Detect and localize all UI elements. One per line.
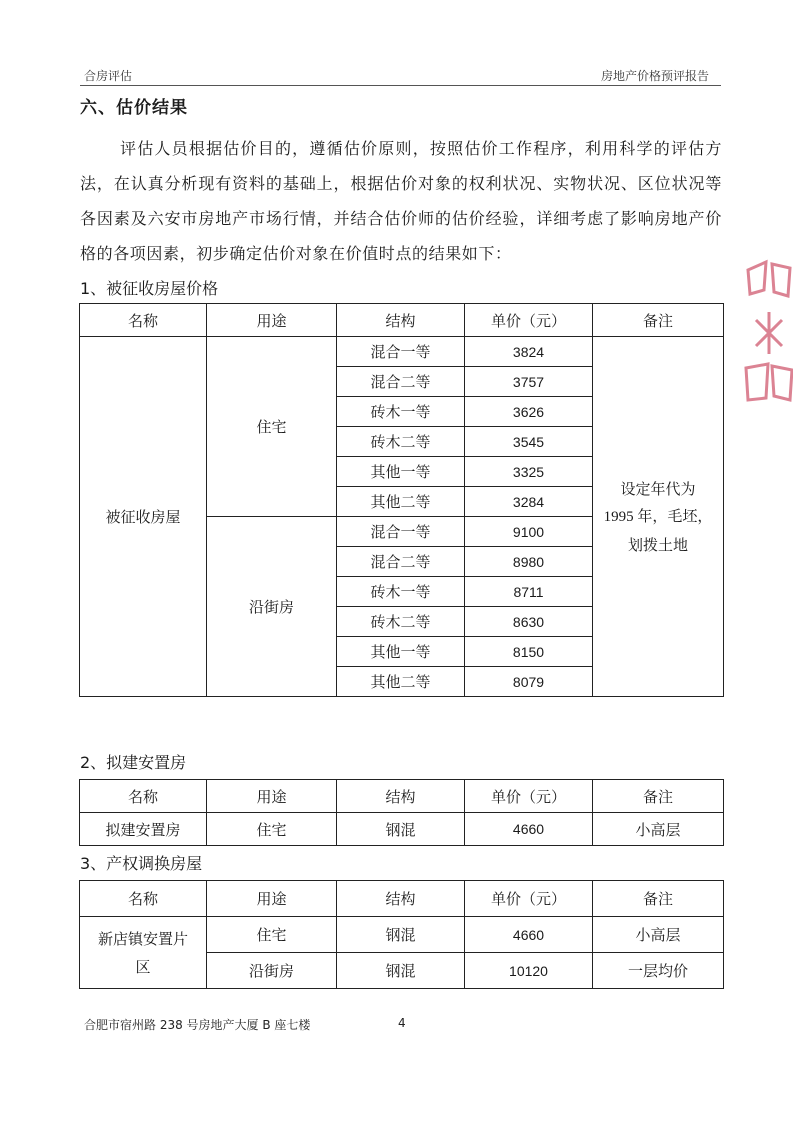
price-cell: 4660 xyxy=(465,917,593,953)
header-use: 用途 xyxy=(207,881,337,917)
use-cell: 沿街房 xyxy=(207,517,337,697)
price-cell: 4660 xyxy=(465,813,593,846)
subheading-1: 1、被征收房屋价格 xyxy=(80,279,219,298)
price-cell: 8630 xyxy=(465,607,593,637)
expropriated-house-price-table xyxy=(79,303,724,697)
page-number: 4 xyxy=(398,1016,406,1030)
table-header-row xyxy=(80,881,724,917)
price-cell: 3626 xyxy=(465,397,593,427)
table-row xyxy=(80,813,724,846)
table-header-row xyxy=(80,304,724,337)
price-cell: 3545 xyxy=(465,427,593,457)
header-remark: 备注 xyxy=(593,881,724,917)
structure-cell: 其他二等 xyxy=(337,667,465,697)
name-cell: 被征收房屋 xyxy=(80,337,207,697)
stamp-mark xyxy=(746,364,768,400)
stamp-mark xyxy=(748,262,766,294)
header-use: 用途 xyxy=(207,780,337,813)
header-unit-price: 单价（元） xyxy=(465,780,593,813)
remark-line: 划拨土地 xyxy=(627,535,688,554)
remark-cell: 一层均价 xyxy=(593,953,724,989)
header-structure: 结构 xyxy=(337,881,465,917)
structure-cell: 钢混 xyxy=(337,813,465,846)
remark-cell: 小高层 xyxy=(593,917,724,953)
price-cell: 8980 xyxy=(465,547,593,577)
seal-stamp-icon xyxy=(738,250,793,410)
header-divider xyxy=(80,85,721,86)
name-cell xyxy=(80,917,207,989)
structure-cell: 砖木一等 xyxy=(337,577,465,607)
structure-cell: 砖木一等 xyxy=(337,397,465,427)
structure-cell: 混合一等 xyxy=(337,337,465,367)
table-header-row xyxy=(80,780,724,813)
price-cell: 3284 xyxy=(465,487,593,517)
header-left: 合房评估 xyxy=(84,69,133,83)
section-title: 六、估价结果 xyxy=(80,98,188,118)
header-name: 名称 xyxy=(80,780,207,813)
stamp-mark xyxy=(756,312,782,354)
use-cell: 住宅 xyxy=(207,813,337,846)
planned-resettlement-table xyxy=(79,779,724,846)
structure-cell: 混合一等 xyxy=(337,517,465,547)
price-cell: 3757 xyxy=(465,367,593,397)
price-cell: 8711 xyxy=(465,577,593,607)
header-remark: 备注 xyxy=(593,304,724,337)
header-remark: 备注 xyxy=(593,780,724,813)
price-cell: 3824 xyxy=(465,337,593,367)
price-cell: 9100 xyxy=(465,517,593,547)
stamp-mark xyxy=(772,264,790,296)
structure-cell: 其他二等 xyxy=(337,487,465,517)
header-name: 名称 xyxy=(80,304,207,337)
header-structure: 结构 xyxy=(337,304,465,337)
property-exchange-table xyxy=(79,880,724,989)
name-line: 新店镇安置片 xyxy=(97,929,188,948)
structure-cell: 其他一等 xyxy=(337,457,465,487)
header-unit-price: 单价（元） xyxy=(465,304,593,337)
table-row xyxy=(80,337,724,367)
structure-cell: 其他一等 xyxy=(337,637,465,667)
intro-paragraph: 评估人员根据估价目的，遵循估价原则，按照估价工作程序，利用科学的评估方法，在认真分析现有资料的基础上，根据估价对象的权利状况、实物状况、区位状况等各因素及六安市房地产市场行情，并结合估价师的估价经验，详细考虑了影响房地产价格的各项因素，初步确定估价对象在价值时点的结果如下： xyxy=(80,139,722,263)
remark-cell xyxy=(593,337,724,697)
stamp-mark xyxy=(772,366,792,400)
name-line: 区 xyxy=(135,957,151,976)
header-unit-price: 单价（元） xyxy=(465,881,593,917)
subheading-3: 3、产权调换房屋 xyxy=(80,854,203,873)
use-cell: 住宅 xyxy=(207,337,337,517)
structure-cell: 钢混 xyxy=(337,917,465,953)
use-cell: 住宅 xyxy=(207,917,337,953)
subheading-2: 2、拟建安置房 xyxy=(80,753,187,772)
header-right: 房地产价格预评报告 xyxy=(600,69,709,83)
structure-cell: 砖木二等 xyxy=(337,607,465,637)
header-name: 名称 xyxy=(80,881,207,917)
footer-address: 合肥市宿州路 238 号房地产大厦 B 座七楼 xyxy=(84,1018,311,1032)
price-cell: 8150 xyxy=(465,637,593,667)
use-cell: 沿街房 xyxy=(207,953,337,989)
structure-cell: 混合二等 xyxy=(337,367,465,397)
remark-line: 设定年代为 xyxy=(620,479,696,498)
price-cell: 10120 xyxy=(465,953,593,989)
header-use: 用途 xyxy=(207,304,337,337)
remark-line: 1995 年，毛坯， xyxy=(603,508,713,525)
remark-cell: 小高层 xyxy=(593,813,724,846)
name-cell: 拟建安置房 xyxy=(80,813,207,846)
table-row xyxy=(80,917,724,953)
structure-cell: 钢混 xyxy=(337,953,465,989)
price-cell: 8079 xyxy=(465,667,593,697)
structure-cell: 砖木二等 xyxy=(337,427,465,457)
structure-cell: 混合二等 xyxy=(337,547,465,577)
price-cell: 3325 xyxy=(465,457,593,487)
header-structure: 结构 xyxy=(337,780,465,813)
